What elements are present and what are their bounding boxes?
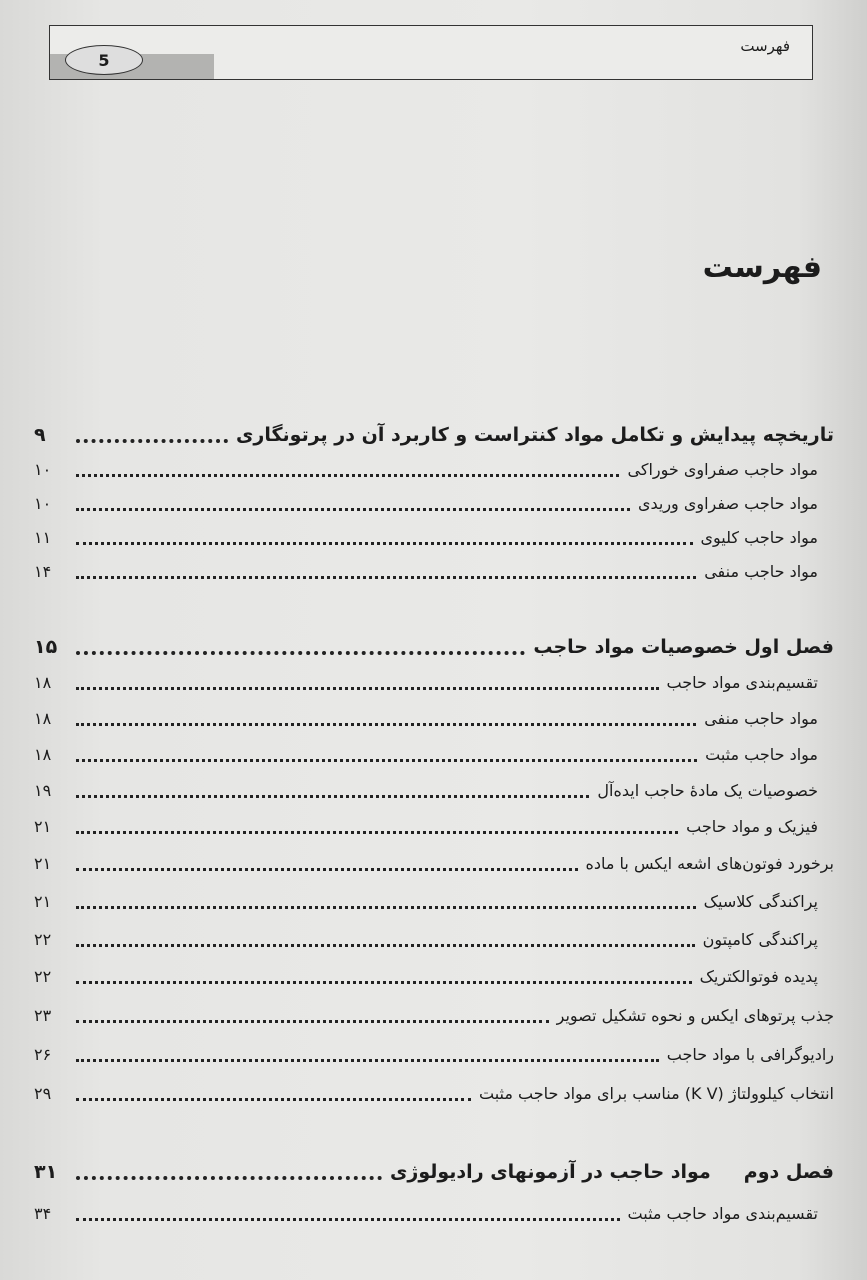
item-label: مواد حاجب مثبت xyxy=(705,744,818,764)
item-label: انتخاب کیلوولتاژ (K V) مناسب برای مواد حاجب مثبت xyxy=(478,1083,834,1103)
header-title: فهرست xyxy=(740,37,790,55)
toc-section-3[interactable] xyxy=(34,1157,834,1187)
page-number-oval xyxy=(65,45,143,75)
section-title: فصل دوم مواد حاجب در آزمونهای رادیولوژی xyxy=(389,1161,834,1183)
item-label: رادیوگرافی با مواد حاجب xyxy=(666,1044,834,1064)
item-page: ۱۴ xyxy=(34,561,52,581)
dot-leader xyxy=(76,651,525,655)
section-page: ۱۵ xyxy=(34,636,58,658)
item-page: ۳۴ xyxy=(34,1203,52,1223)
dot-leader xyxy=(76,1176,382,1180)
section-title: تاریخچه پیدایش و تکامل مواد کنتراست و کاربرد آن در پرتونگاری xyxy=(236,424,834,446)
dot-leader xyxy=(76,1059,659,1062)
item-label: جذب پرتوهای ایکس و نحوه تشکیل تصویر xyxy=(556,1005,834,1025)
toc-item[interactable] xyxy=(34,1198,834,1228)
toc-item[interactable] xyxy=(34,739,834,769)
running-header xyxy=(49,25,813,80)
toc-section-1[interactable] xyxy=(34,420,834,450)
section-title: فصل اول خصوصیات مواد حاجب xyxy=(533,636,834,658)
toc-item[interactable] xyxy=(34,667,834,697)
item-page: ۲۶ xyxy=(34,1044,52,1064)
item-page: ۲۱ xyxy=(34,816,52,836)
toc-heading: فهرست xyxy=(702,250,822,285)
dot-leader xyxy=(76,474,619,477)
dot-leader xyxy=(76,723,696,726)
item-label: پراکندگی کلاسیک xyxy=(703,891,818,911)
item-page: ۲۱ xyxy=(34,853,52,873)
toc-item[interactable] xyxy=(34,886,834,916)
item-page: ۲۱ xyxy=(34,891,52,911)
item-label: مواد حاجب منفی xyxy=(704,708,818,728)
dot-leader xyxy=(76,759,697,762)
item-page: ۱۸ xyxy=(34,672,52,692)
item-label: تقسیم‌بندی مواد حاجب مثبت xyxy=(627,1203,818,1223)
toc-item[interactable] xyxy=(34,454,834,484)
toc-section-2[interactable] xyxy=(34,632,834,662)
dot-leader xyxy=(76,542,693,545)
item-page: ۱۸ xyxy=(34,708,52,728)
item-label: خصوصیات یک مادهٔ حاجب ایده‌آل xyxy=(597,780,818,800)
page-number: 5 xyxy=(98,50,110,70)
dot-leader xyxy=(76,868,578,871)
dot-leader xyxy=(76,1218,620,1221)
item-label: مواد حاجب صفراوی وریدی xyxy=(637,493,818,513)
item-label: پدیده فوتوالکتریک xyxy=(699,966,818,986)
dot-leader xyxy=(76,831,678,834)
item-page: ۱۹ xyxy=(34,780,52,800)
toc-item[interactable] xyxy=(34,848,834,878)
item-page: ۲۹ xyxy=(34,1083,52,1103)
dot-leader xyxy=(76,906,696,909)
dot-leader xyxy=(76,1020,549,1023)
item-label: مواد حاجب صفراوی خوراکی xyxy=(627,459,818,479)
dot-leader xyxy=(76,508,630,511)
toc-item[interactable] xyxy=(34,924,834,954)
item-label: فیزیک و مواد حاجب xyxy=(686,816,818,836)
dot-leader xyxy=(76,576,696,579)
item-label: تقسیم‌بندی مواد حاجب xyxy=(666,672,818,692)
section-page: ۹ xyxy=(34,424,46,446)
dot-leader xyxy=(76,1098,471,1101)
item-page: ۱۰ xyxy=(34,493,52,513)
toc-item[interactable] xyxy=(34,703,834,733)
toc-item[interactable] xyxy=(34,1039,834,1069)
toc-item[interactable] xyxy=(34,775,834,805)
section-page: ۳۱ xyxy=(34,1161,58,1183)
dot-leader xyxy=(76,687,659,690)
toc-item[interactable] xyxy=(34,811,834,841)
toc-item[interactable] xyxy=(34,1078,834,1108)
dot-leader xyxy=(76,439,228,443)
item-label: برخورد فوتون‌های اشعه ایکس با ماده xyxy=(585,853,834,873)
item-page: ۲۲ xyxy=(34,929,52,949)
item-page: ۲۳ xyxy=(34,1005,52,1025)
item-label: پراکندگی کامپتون xyxy=(702,929,818,949)
dot-leader xyxy=(76,795,589,798)
item-page: ۱۰ xyxy=(34,459,52,479)
toc-item[interactable] xyxy=(34,522,834,552)
dot-leader xyxy=(76,944,695,947)
toc-item[interactable] xyxy=(34,1000,834,1030)
item-label: مواد حاجب کلیوی xyxy=(700,527,818,547)
toc-item[interactable] xyxy=(34,961,834,991)
toc-item[interactable] xyxy=(34,488,834,518)
dot-leader xyxy=(76,981,692,984)
item-page: ۱۸ xyxy=(34,744,52,764)
toc-item[interactable] xyxy=(34,556,834,586)
item-label: مواد حاجب منفی xyxy=(704,561,818,581)
item-page: ۱۱ xyxy=(34,527,52,547)
item-page: ۲۲ xyxy=(34,966,52,986)
